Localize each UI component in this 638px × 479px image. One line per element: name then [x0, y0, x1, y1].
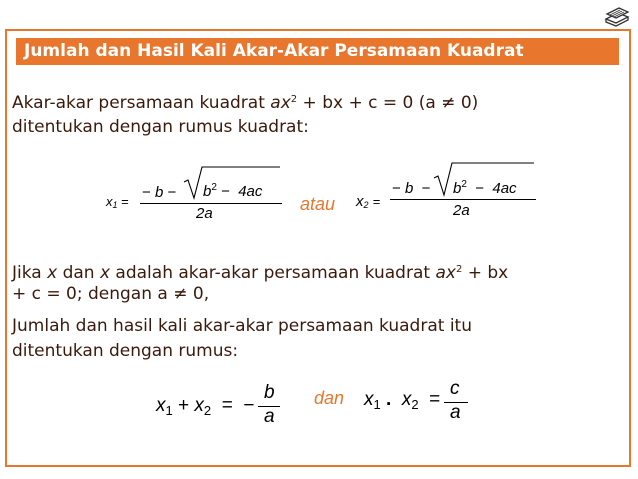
- dan-connector: dan: [314, 388, 345, 408]
- roots-line-2: + c = 0; dengan a ≠ 0,: [12, 284, 210, 304]
- atau-connector: atau: [300, 194, 336, 214]
- sum-product-line-2: ditentukan dengan rumus:: [12, 341, 239, 361]
- sum-product-line-1: Jumlah dan hasil kali akar-akar persamaan kuadrat itu: [12, 316, 472, 336]
- intro-line-2: ditentukan dengan rumus kuadrat:: [12, 117, 309, 137]
- page-title: Jumlah dan Hasil Kali Akar-Akar Persamaan Kuadrat: [16, 38, 619, 65]
- book-stack-icon: [604, 5, 630, 27]
- roots-line-1: Jika x dan x adalah akar-akar persamaan kuadrat $ax^2$ + bx: [12, 263, 509, 283]
- intro-line-1: Akar-akar persamaan kuadrat $ax^2$ + bx + c = 0 (a ≠ 0): [12, 93, 479, 113]
